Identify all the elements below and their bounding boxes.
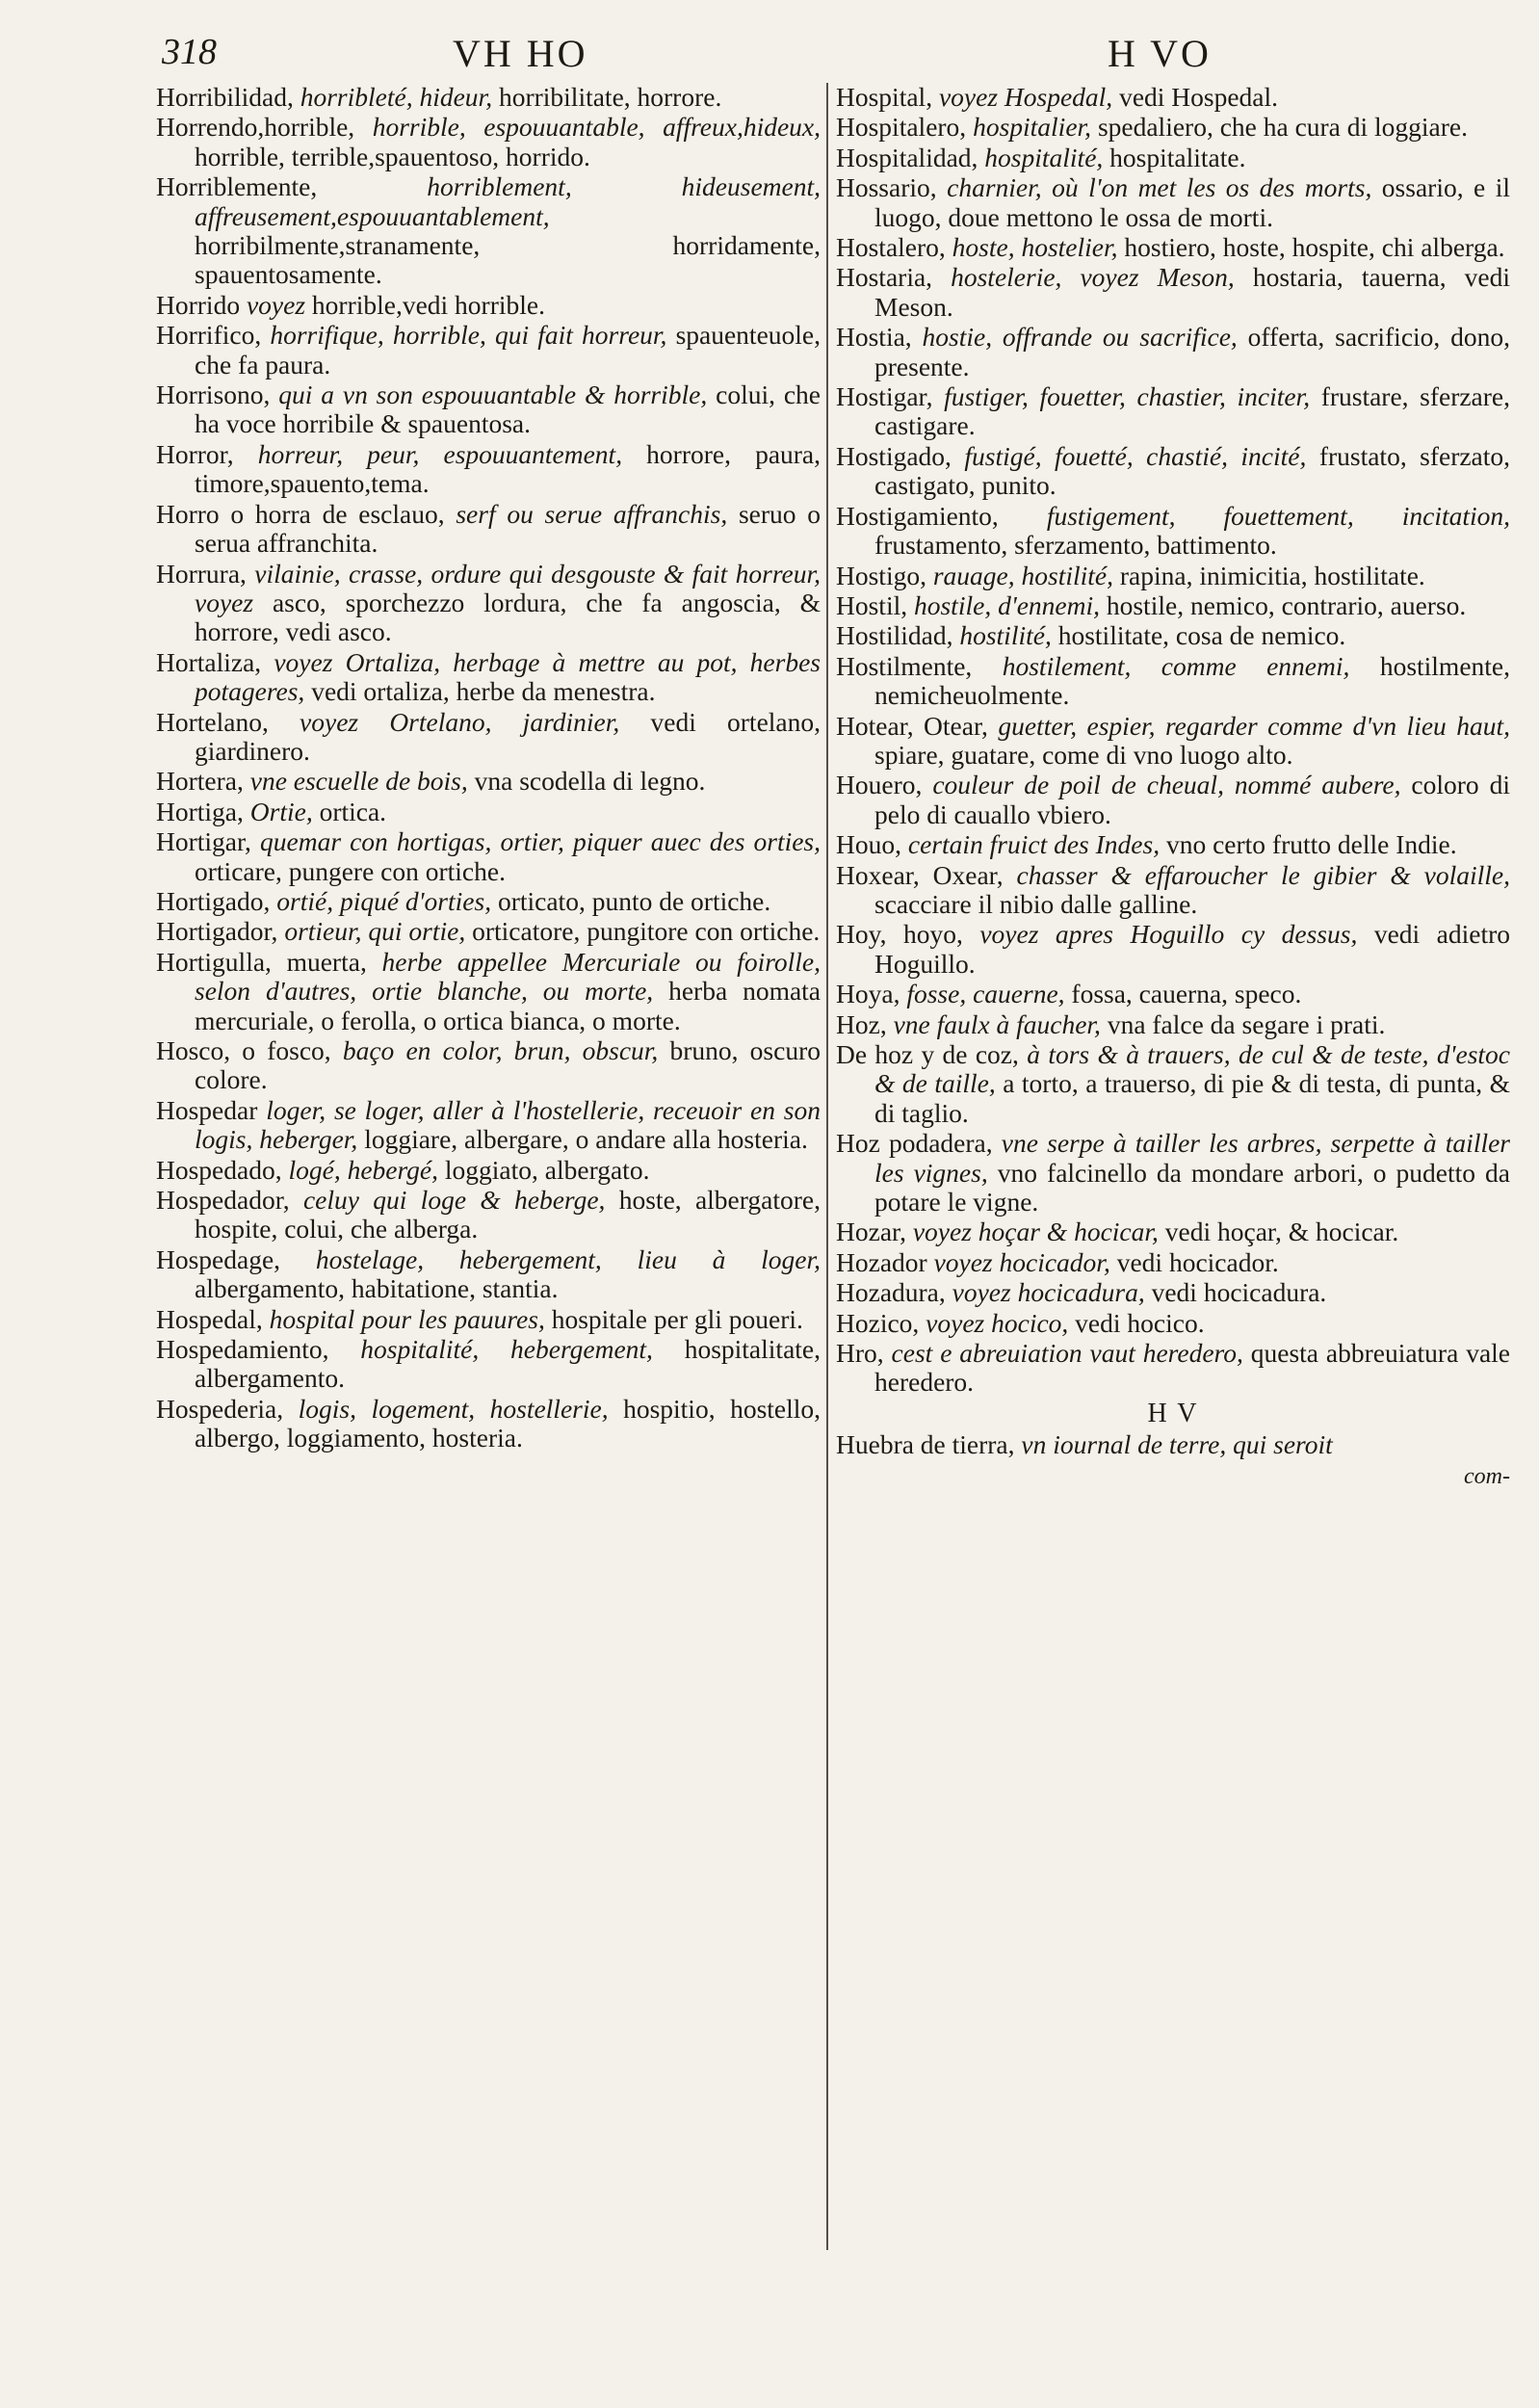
headword: Hospedar [156,1094,258,1125]
italian-gloss: bruno, oscuro colore. [195,1035,821,1095]
french-gloss: horriblement, hideusement, affreusement,espouuantablement, [195,171,822,231]
french-gloss: herbe appellee Mercuriale ou foirolle, selon d'autres, ortie blanche, ou morte, [195,946,822,1007]
french-gloss: hospitalité, [984,142,1104,172]
dictionary-entry [836,382,1510,441]
headword: Hotear, Otear, [836,710,988,741]
dictionary-entry [156,113,821,171]
french-gloss: voyez hoçar & hocicar, [912,1217,1159,1247]
dictionary-entry [836,920,1510,979]
italian-gloss: horribilitate, horrore. [498,82,722,112]
headword: Hospedado, [156,1154,282,1185]
dictionary-entry [156,560,821,647]
dictionary-entry [836,502,1510,561]
french-gloss: voyez Ortaliza, herbage à mettre au pot, herbes potageres, [195,646,821,707]
headword: Hostil, [836,589,908,620]
headword: Horriblemente, [156,171,318,202]
italian-gloss: coloro di pelo di cauallo vbiero. [874,770,1511,829]
italian-gloss: ossario, e il luogo, doue mettono le ossa de morti. [874,172,1510,232]
french-gloss: quemar con hortigas, ortier, piquer auec des orties, [260,826,822,857]
dictionary-entry [156,83,821,112]
italian-gloss: asco, sporchezzo lordura, che fa angoscia, & horrore, vedi asco. [195,587,821,647]
section-heading: H V [1147,1398,1199,1428]
italian-gloss: loggiato, albergato. [444,1154,650,1185]
dictionary-entry [836,1248,1510,1277]
headword: De hoz y de coz, [836,1039,1019,1069]
page-header [0,27,1539,85]
headword: Hospitalidad, [836,142,978,172]
headword: Hospitalero, [836,112,967,143]
headword: Hoz podadera, [836,1128,993,1159]
left-column [156,83,821,1454]
french-gloss: hostie, offrande ou sacrifice, [922,322,1238,353]
italian-gloss: frustato, sferzato, castigato, punito. [874,440,1511,501]
headword: Hostigar, [836,381,933,412]
dictionary-entry [156,500,821,559]
french-gloss: fosse, cauerne, [906,979,1065,1009]
french-gloss: voyez hocicador, [933,1246,1110,1277]
italian-gloss: ortica. [319,796,387,826]
italian-gloss: vedi Hospedal. [1119,82,1279,112]
french-gloss: hospitalier, [973,112,1092,143]
dictionary-entry [156,1096,821,1155]
running-head-right: H VO [1108,32,1212,75]
french-gloss: hospital pour les pauures, [269,1303,545,1334]
italian-gloss: scacciare il nibio dalle galline. [874,888,1198,919]
headword: Hozadura, [836,1277,946,1308]
french-gloss: guetter, espier, regarder comme d'vn lieu haut, [998,710,1511,741]
italian-gloss: horrore, paura, timore,spauento,tema. [195,438,822,499]
french-gloss: voyez [246,289,306,320]
french-gloss: vilainie, crasse, ordure qui desgouste & fait horreur, voyez [195,558,821,617]
dictionary-entry [156,1395,821,1453]
italian-gloss: hostiero, hoste, hospite, chi alberga. [1124,232,1505,263]
french-gloss: qui a vn son espouuantable & horrible, [278,380,708,410]
headword: Hortigulla, muerta, [156,946,367,977]
headword: Hozador [836,1246,927,1277]
french-gloss: voyez hocico, [926,1307,1069,1338]
french-gloss: loger, se loger, aller à l'hostellerie, receuoir en son logis, heberger, [195,1094,822,1155]
dictionary-entry [836,591,1510,620]
headword: Horrido [156,289,241,320]
headword: Hortiga, [156,796,244,826]
dictionary-entry [836,562,1510,590]
dictionary-entry [836,1278,1510,1307]
italian-gloss: vedi hocicador. [1116,1246,1279,1277]
italian-gloss: vedi ortelano, giardinero. [195,706,822,766]
italian-gloss: hostilmente, nemicheuolmente. [874,650,1511,711]
italian-gloss: vedi adietro Hoguillo. [874,919,1511,979]
dictionary-entry [836,1339,1510,1398]
dictionary-entry [836,1217,1510,1246]
italian-gloss: loggiare, albergare, o andare alla hosteria. [364,1124,808,1155]
headword: Hostilmente, [836,650,973,681]
dictionary-entry [836,980,1510,1008]
french-gloss: charnier, où l'on met les os des morts, [947,172,1372,203]
dictionary-entry [156,648,821,707]
italian-gloss: hoste, albergatore, hospite, colui, che alberga. [195,1185,821,1244]
dictionary-entry [836,442,1510,501]
right-entries [836,83,1510,1398]
french-gloss: fustigé, fouetté, chastié, incité, [964,440,1307,471]
headword: Hospederia, [156,1393,284,1424]
running-head-left: VH HO [453,32,588,75]
dictionary-entry [156,827,821,886]
headword: Hozar, [836,1217,906,1247]
italian-gloss: rapina, inimicitia, hostilitate. [1119,560,1425,590]
headword: Hostia, [836,322,912,353]
dictionary-entry [836,1010,1510,1039]
dictionary-entry [836,771,1510,829]
italian-gloss: orticato, punto de ortiche. [497,885,771,916]
headword: Hoxear, Oxear, [836,859,1004,890]
dictionary-entry [836,861,1510,920]
dictionary-entry [836,1309,1510,1338]
dictionary-entry [836,830,1510,859]
french-gloss: logé, hebergé, [288,1154,439,1185]
dictionary-entry [836,712,1510,771]
italian-gloss: vedi ortaliza, herbe da menestra. [311,676,656,707]
headword: Hortigado, [156,885,271,916]
headword: Hostalero, [836,232,946,263]
headword: Hozico, [836,1307,920,1338]
last-entry [836,1430,1510,1459]
italian-gloss: spiare, guatare, come di vno luogo alto. [874,739,1293,770]
headword: Hoya, [836,979,900,1009]
headword: Hospedador, [156,1185,290,1216]
headword: Huebra de tierra, [836,1429,1015,1460]
dictionary-entry [156,708,821,767]
french-gloss: cest e abreuiation vaut heredero, [891,1338,1243,1369]
french-gloss: hoste, hostelier, [952,232,1118,263]
italian-gloss: horrible, terrible,spauentoso, horrido. [195,141,590,171]
headword: Houo, [836,829,901,860]
french-gloss: hostelage, hebergement, lieu à loger, [315,1243,822,1274]
french-gloss: vne faulx à faucher, [893,1008,1101,1039]
dictionary-entry [156,1305,821,1334]
italian-gloss: hospitio, hostello, albergo, loggiamento, hosteria. [195,1393,822,1453]
dictionary-entry [156,767,821,796]
french-gloss: vne escuelle de bois, [249,766,468,797]
italian-gloss: vna falce da segare i prati. [1107,1008,1386,1039]
dictionary-entry [836,652,1510,711]
french-gloss: fustiger, fouetter, chastier, inciter, [944,381,1311,412]
italian-gloss: orticatore, pungitore con ortiche. [472,916,821,947]
italian-gloss: vedi hocico. [1075,1307,1205,1338]
italian-gloss: seruo o serua affranchita. [195,498,821,559]
headword: Hortelano, [156,706,269,737]
french-gloss: rauage, hostilité, [932,560,1113,590]
dictionary-entry [836,1040,1510,1128]
french-gloss: serf ou serue affranchis, [456,498,728,529]
french-gloss: ortieur, qui ortie, [284,916,466,947]
french-gloss: chasser & effaroucher le gibier & volaille, [1016,859,1510,890]
dictionary-entry [156,1156,821,1185]
catchword: com- [1464,1463,1510,1489]
headword: Hospedamiento, [156,1334,329,1365]
headword: Hostaria, [836,262,933,293]
italian-gloss: hospitalitate, albergamento. [195,1334,821,1394]
headword: Horror, [156,438,234,469]
headword: Hospedal, [156,1303,263,1334]
dictionary-entry [156,1186,821,1244]
headword: Houero, [836,770,923,800]
dictionary-entry [156,172,821,290]
french-gloss: voyez hocicadura, [952,1277,1145,1308]
french-gloss: ortié, piqué d'orties, [276,885,492,916]
headword: Horrura, [156,558,247,589]
dictionary-entry [156,798,821,826]
italian-gloss: hostile, nemico, contrario, auerso. [1106,589,1467,620]
dictionary-entry [156,917,821,946]
dictionary-entry [156,1036,821,1095]
dictionary-entry [836,113,1510,142]
dictionary-entry [156,321,821,380]
dictionary-entry [156,887,821,916]
right-column [836,83,1510,1491]
headword: Horrisono, [156,380,271,410]
page-number: 318 [162,32,217,72]
italian-gloss: vedi hoçar, & hocicar. [1164,1217,1399,1247]
french-gloss: hostilité, [959,620,1052,651]
dictionary-entry [836,263,1510,322]
italian-gloss: fossa, cauerna, speco. [1071,979,1302,1009]
headword: Hortaliza, [156,646,262,677]
italian-gloss: a torto, a trauerso, di pie & di testa, di punta, & di taglio. [874,1068,1510,1128]
italian-gloss: vna scodella di legno. [474,766,706,797]
headword: Hospedage, [156,1243,281,1274]
french-gloss: certain fruict des Indes, [907,829,1161,860]
dictionary-entry [156,380,821,439]
italian-gloss: frustamento, sferzamento, battimento. [874,530,1277,561]
italian-gloss: spauenteuole, che fa paura. [195,320,821,380]
french-gloss: horribleté, hideur, [300,82,493,112]
french-gloss: voyez apres Hoguillo cy dessus, [979,919,1358,950]
italian-gloss: offerta, sacrificio, dono, presente. [874,322,1510,381]
dictionary-entry [156,1245,821,1304]
dictionary-entry [156,948,821,1035]
italian-gloss: spedaliero, che ha cura di loggiare. [1097,112,1468,143]
french-gloss: horreur, peur, espouuantement, [257,438,623,469]
french-gloss: hostelerie, voyez Meson, [951,262,1235,293]
french-gloss: hostilement, comme ennemi, [1002,650,1350,681]
dictionary-entry [836,621,1510,650]
dictionary-entry [836,173,1510,232]
french-gloss: voyez Hospedal, [938,82,1113,112]
headword: Horrifico, [156,320,262,351]
french-gloss: vne serpe à tailler les arbres, serpette à tailler les vignes, [874,1128,1511,1188]
french-gloss: à tors & à trauers, de cul & de teste, d'estoc & de taille, [874,1039,1510,1099]
headword: Hro, [836,1338,884,1369]
french-gloss: horrifique, horrible, qui fait horreur, [270,320,667,351]
dictionary-entry [836,323,1510,381]
french-gloss: celuy qui loge & heberge, [302,1185,606,1216]
dictionary-entry [836,144,1510,172]
french-gloss: voyez Ortelano, jardinier, [300,706,620,737]
headword: Hoy, hoyo, [836,919,963,950]
italian-gloss: horrible,vedi horrible. [311,289,545,320]
italian-gloss: hospitalitate. [1109,142,1246,172]
headword: Hosco, o fosco, [156,1035,331,1065]
french-gloss: logis, logement, hostellerie, [298,1393,609,1424]
column-divider [826,83,828,2250]
italian-gloss: colui, che ha voce horribile & spauentosa. [195,380,821,439]
headword: Hostigo, [836,560,926,590]
headword: Hostigado, [836,440,952,471]
italian-gloss: vedi hocicadura. [1151,1277,1327,1308]
italian-gloss: albergamento, habitatione, stantia. [195,1273,559,1304]
headword: Horro o horra de esclauo, [156,498,445,529]
headword: Hortera, [156,766,244,797]
headword: Hostilidad, [836,620,953,651]
dictionary-entry [836,233,1510,262]
french-gloss: couleur de poil de cheual, nommé aubere, [932,770,1401,800]
dictionary-entry [836,83,1510,112]
headword: Hortigar, [156,826,251,857]
dictionary-entry [836,1129,1510,1217]
italian-gloss: vno falcinello da mondare arbori, o pudetto da potare le vigne. [874,1157,1511,1217]
dictionary-entry [156,1335,821,1394]
french-gloss: baço en color, brun, obscur, [342,1035,659,1065]
headword: Horribilidad, [156,82,294,112]
italian-gloss: herba nomata mercuriale, o ferolla, o ortica bianca, o morte. [195,976,822,1035]
french-gloss: fustigement, fouettement, incitation, [1046,500,1511,531]
headword: Hoz, [836,1008,887,1039]
french-gloss: hostile, d'ennemi, [913,589,1100,620]
french-gloss: Ortie, [249,796,313,826]
french-gloss: horrible, espouuantable, affreux,hideux, [372,112,821,143]
dictionary-entry [156,440,821,499]
italian-gloss: frustare, sferzare, castigare. [874,381,1510,441]
headword: Horrendo,horrible, [156,112,355,143]
headword: Hortigador, [156,916,278,947]
italian-gloss: vno certo frutto delle Indie. [1165,829,1457,860]
italian-gloss: horribilmente,stranamente, horridamente, spauentosamente. [195,230,821,290]
french-gloss: hospitalité, hebergement, [360,1334,653,1365]
dictionary-entry [156,291,821,320]
french-gloss: vn iournal de terre, qui seroit [1021,1429,1333,1460]
italian-gloss: hostaria, tauerna, vedi Meson. [874,262,1511,322]
italian-gloss: hospitale per gli poueri. [551,1303,803,1334]
italian-gloss: questa abbreuiatura vale heredero. [874,1338,1510,1398]
headword: Hossario, [836,172,937,203]
headword: Hospital, [836,82,933,112]
italian-gloss: hostilitate, cosa de nemico. [1057,620,1346,651]
headword: Hostigamiento, [836,500,999,531]
italian-gloss: orticare, pungere con ortiche. [195,855,506,886]
